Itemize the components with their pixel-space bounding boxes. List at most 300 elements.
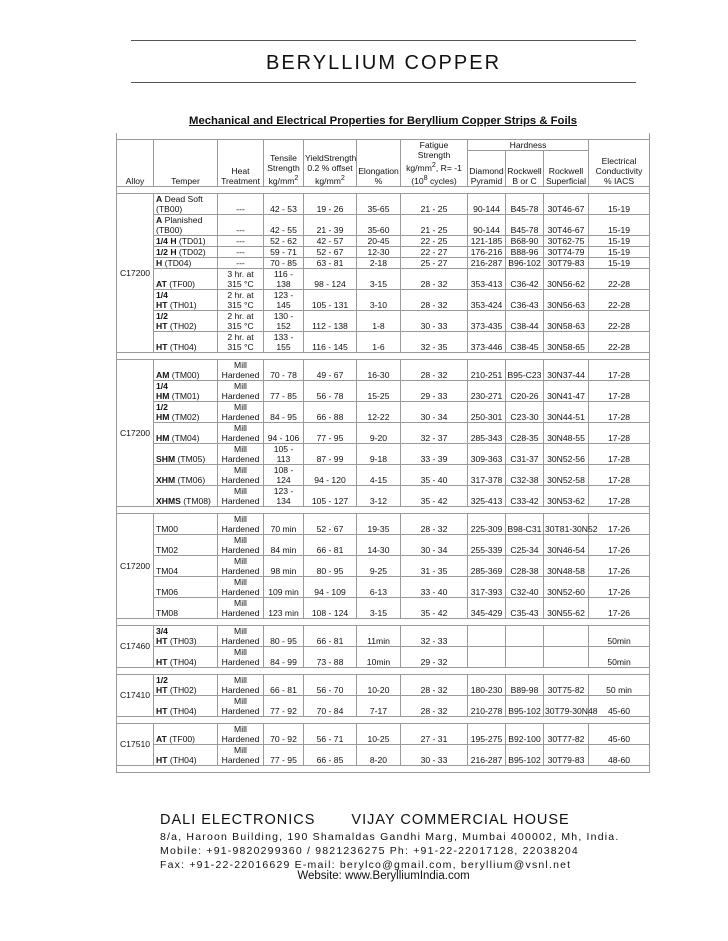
alloy-cell: C17200 xyxy=(117,193,154,352)
rockwell-cell: B68-90 xyxy=(506,235,544,246)
conductivity-cell: 17-28 xyxy=(589,443,650,464)
fatigue-cell: 28 - 32 xyxy=(401,268,468,289)
heat-treatment-cell: Mill Hardened xyxy=(218,674,264,695)
rockwell-cell: C38-44 xyxy=(506,310,544,331)
elongation-cell: 3-12 xyxy=(357,485,401,506)
company-house: VIJAY COMMERCIAL HOUSE xyxy=(351,812,570,828)
fatigue-cell: 32 - 37 xyxy=(401,422,468,443)
fatigue-cell: 32 - 35 xyxy=(401,331,468,352)
yield-cell: 80 - 95 xyxy=(304,555,357,576)
superficial-cell: 30T75-82 xyxy=(544,674,589,695)
yield-cell: 42 - 57 xyxy=(304,235,357,246)
heat-treatment-cell: Mill Hardened xyxy=(218,464,264,485)
rockwell-cell: C20-26 xyxy=(506,380,544,401)
elongation-cell: 11min xyxy=(357,625,401,646)
fatigue-cell: 35 - 42 xyxy=(401,485,468,506)
col-temper: Temper xyxy=(154,140,218,187)
table-row xyxy=(117,289,650,310)
diamond-pyramid-cell: 373-446 xyxy=(468,331,506,352)
rockwell-cell: B95-C23 xyxy=(506,359,544,380)
temper-cell: AT (TF00) xyxy=(154,268,218,289)
table-row xyxy=(117,625,650,646)
tensile-cell: 70 - 78 xyxy=(264,359,304,380)
conductivity-cell: 17-26 xyxy=(589,576,650,597)
rockwell-cell xyxy=(506,646,544,667)
table-row xyxy=(117,235,650,246)
fatigue-cell: 28 - 32 xyxy=(401,359,468,380)
superficial-cell: 30N58-63 xyxy=(544,310,589,331)
diamond-pyramid-cell: 317-393 xyxy=(468,576,506,597)
temper-cell: HM (TM04) xyxy=(154,422,218,443)
heat-treatment-cell: Mill Hardened xyxy=(218,422,264,443)
title-underline xyxy=(131,82,636,83)
temper-cell: SHM (TM05) xyxy=(154,443,218,464)
superficial-cell: 30N52-58 xyxy=(544,464,589,485)
group-spacer xyxy=(117,352,650,359)
fatigue-cell: 22 - 27 xyxy=(401,246,468,257)
yield-cell: 56 - 70 xyxy=(304,674,357,695)
temper-cell: H (TD04) xyxy=(154,257,218,268)
fatigue-cell: 30 - 34 xyxy=(401,534,468,555)
group-spacer xyxy=(117,186,650,193)
conductivity-cell: 22-28 xyxy=(589,331,650,352)
alloy-cell: C17200 xyxy=(117,513,154,618)
conductivity-cell: 17-26 xyxy=(589,597,650,618)
tensile-cell: 77 - 85 xyxy=(264,380,304,401)
diamond-pyramid-cell: 225-309 xyxy=(468,513,506,534)
diamond-pyramid-cell: 216-287 xyxy=(468,744,506,765)
fatigue-cell: 30 - 33 xyxy=(401,310,468,331)
table-row xyxy=(117,443,650,464)
temper-cell: TM08 xyxy=(154,597,218,618)
fatigue-cell: 21 - 25 xyxy=(401,214,468,235)
table-row xyxy=(117,513,650,534)
diamond-pyramid-cell: 210-251 xyxy=(468,359,506,380)
temper-cell: HT (TH04) xyxy=(154,744,218,765)
temper-cell: AM (TM00) xyxy=(154,359,218,380)
table-row xyxy=(117,331,650,352)
tensile-cell: 77 - 92 xyxy=(264,695,304,716)
table-row xyxy=(117,310,650,331)
yield-cell: 66 - 81 xyxy=(304,534,357,555)
elongation-cell: 20-45 xyxy=(357,235,401,246)
fatigue-cell: 29 - 33 xyxy=(401,380,468,401)
table-caption: Mechanical and Electrical Properties for Beryllium Copper Strips & Foils xyxy=(189,115,577,127)
diamond-pyramid-cell: 353-413 xyxy=(468,268,506,289)
elongation-cell: 7-17 xyxy=(357,695,401,716)
elongation-cell: 35-65 xyxy=(357,193,401,214)
rockwell-cell: C25-34 xyxy=(506,534,544,555)
elongation-cell: 2-18 xyxy=(357,257,401,268)
superficial-cell: 30T79-30N48 xyxy=(544,695,589,716)
diamond-pyramid-cell: 345-429 xyxy=(468,597,506,618)
elongation-cell: 15-25 xyxy=(357,380,401,401)
fatigue-cell: 35 - 42 xyxy=(401,597,468,618)
heat-treatment-cell: Mill Hardened xyxy=(218,695,264,716)
properties-table xyxy=(116,109,650,773)
yield-cell: 116 - 145 xyxy=(304,331,357,352)
yield-cell: 112 - 138 xyxy=(304,310,357,331)
footer-address: 8/a, Haroon Building, 190 Shamaldas Gandhi Marg, Mumbai 400002, Mh, India. xyxy=(160,831,620,843)
yield-cell: 63 - 81 xyxy=(304,257,357,268)
conductivity-cell: 17-26 xyxy=(589,534,650,555)
temper-cell: TM00 xyxy=(154,513,218,534)
rockwell-cell: C31-37 xyxy=(506,443,544,464)
tensile-cell: 116 - 138 xyxy=(264,268,304,289)
tensile-cell: 108 - 124 xyxy=(264,464,304,485)
fatigue-cell: 28 - 32 xyxy=(401,513,468,534)
temper-cell: HT (TH04) xyxy=(154,331,218,352)
table-row xyxy=(117,674,650,695)
elongation-cell: 10-25 xyxy=(357,723,401,744)
heat-treatment-cell: 3 hr. at 315 °C xyxy=(218,268,264,289)
superficial-cell: 30N48-58 xyxy=(544,555,589,576)
rockwell-cell: B45-78 xyxy=(506,214,544,235)
diamond-pyramid-cell: 353-424 xyxy=(468,289,506,310)
diamond-pyramid-cell: 90-144 xyxy=(468,214,506,235)
rockwell-cell: C36-43 xyxy=(506,289,544,310)
table-row xyxy=(117,464,650,485)
temper-cell: 1/2 HT (TH02) xyxy=(154,310,218,331)
tensile-cell: 98 min xyxy=(264,555,304,576)
table-row xyxy=(117,485,650,506)
table-row xyxy=(117,193,650,214)
rockwell-cell: C35-43 xyxy=(506,597,544,618)
group-spacer xyxy=(117,667,650,674)
fatigue-cell: 30 - 34 xyxy=(401,401,468,422)
table-row xyxy=(117,401,650,422)
yield-cell: 94 - 120 xyxy=(304,464,357,485)
rockwell-cell: C32-40 xyxy=(506,576,544,597)
superficial-cell: 30N52-56 xyxy=(544,443,589,464)
conductivity-cell: 17-28 xyxy=(589,422,650,443)
diamond-pyramid-cell xyxy=(468,646,506,667)
rockwell-cell: B96-102 xyxy=(506,257,544,268)
tensile-cell: 59 - 71 xyxy=(264,246,304,257)
heat-treatment-cell: Mill Hardened xyxy=(218,401,264,422)
rockwell-cell: C23-30 xyxy=(506,401,544,422)
tensile-cell: 133 - 155 xyxy=(264,331,304,352)
table-row xyxy=(117,214,650,235)
yield-cell: 66 - 81 xyxy=(304,625,357,646)
superficial-cell: 30N52-60 xyxy=(544,576,589,597)
fatigue-cell: 33 - 39 xyxy=(401,443,468,464)
table-row xyxy=(117,359,650,380)
diamond-pyramid-cell: 373-435 xyxy=(468,310,506,331)
elongation-cell: 3-10 xyxy=(357,289,401,310)
superficial-cell: 30T74-79 xyxy=(544,246,589,257)
elongation-cell: 3-15 xyxy=(357,268,401,289)
diamond-pyramid-cell: 285-343 xyxy=(468,422,506,443)
col-rockwell-superficial: Rockwell Superficial xyxy=(544,151,589,187)
heat-treatment-cell: Mill Hardened xyxy=(218,443,264,464)
table-row xyxy=(117,723,650,744)
tensile-cell: 123 - 145 xyxy=(264,289,304,310)
fatigue-cell: 25 - 27 xyxy=(401,257,468,268)
heat-treatment-cell: 2 hr. at 315 °C xyxy=(218,310,264,331)
elongation-cell: 9-20 xyxy=(357,422,401,443)
conductivity-cell: 50min xyxy=(589,625,650,646)
col-heat-treatment: Heat Treatment xyxy=(218,140,264,187)
conductivity-cell: 22-28 xyxy=(589,268,650,289)
conductivity-cell: 17-28 xyxy=(589,485,650,506)
conductivity-cell: 17-28 xyxy=(589,401,650,422)
heat-treatment-cell: Mill Hardened xyxy=(218,576,264,597)
fatigue-cell: 28 - 32 xyxy=(401,695,468,716)
footer-phones: Mobile: +91-9820299360 / 9821236275 Ph: +91-22-22017128, 22038204 xyxy=(160,845,579,857)
rockwell-cell: B98-C31 xyxy=(506,513,544,534)
table-row xyxy=(117,268,650,289)
heat-treatment-cell: 2 hr. at 315 °C xyxy=(218,331,264,352)
fatigue-cell: 28 - 32 xyxy=(401,289,468,310)
elongation-cell: 9-18 xyxy=(357,443,401,464)
table-row xyxy=(117,534,650,555)
conductivity-cell: 15-19 xyxy=(589,193,650,214)
diamond-pyramid-cell: 216-287 xyxy=(468,257,506,268)
yield-cell: 98 - 124 xyxy=(304,268,357,289)
tensile-cell: 52 - 62 xyxy=(264,235,304,246)
conductivity-cell: 45-60 xyxy=(589,695,650,716)
superficial-cell: 30N56-62 xyxy=(544,268,589,289)
table-row xyxy=(117,257,650,268)
heat-treatment-cell: Mill Hardened xyxy=(218,380,264,401)
superficial-cell: 30N53-62 xyxy=(544,485,589,506)
yield-cell: 94 - 109 xyxy=(304,576,357,597)
fatigue-cell: 31 - 35 xyxy=(401,555,468,576)
fatigue-cell: 29 - 32 xyxy=(401,646,468,667)
fatigue-cell: 32 - 33 xyxy=(401,625,468,646)
rockwell-cell: B45-78 xyxy=(506,193,544,214)
footer-website: Website: www.BerylliumIndia.com xyxy=(297,870,470,882)
col-elongation: Elongation % xyxy=(357,140,401,187)
yield-cell: 108 - 124 xyxy=(304,597,357,618)
diamond-pyramid-cell: 176-216 xyxy=(468,246,506,257)
tensile-cell: 80 - 95 xyxy=(264,625,304,646)
tensile-cell: 94 - 106 xyxy=(264,422,304,443)
alloy-cell: C17510 xyxy=(117,723,154,765)
yield-cell: 56 - 78 xyxy=(304,380,357,401)
conductivity-cell: 15-19 xyxy=(589,246,650,257)
elongation-cell: 9-25 xyxy=(357,555,401,576)
elongation-cell: 10min xyxy=(357,646,401,667)
rockwell-cell: C38-45 xyxy=(506,331,544,352)
conductivity-cell: 15-19 xyxy=(589,214,650,235)
elongation-cell: 12-30 xyxy=(357,246,401,257)
conductivity-cell: 50 min xyxy=(589,674,650,695)
table-row xyxy=(117,695,650,716)
rockwell-cell: B88-96 xyxy=(506,246,544,257)
yield-cell: 52 - 67 xyxy=(304,246,357,257)
heat-treatment-cell: Mill Hardened xyxy=(218,513,264,534)
diamond-pyramid-cell: 317-378 xyxy=(468,464,506,485)
alloy-cell: C17200 xyxy=(117,359,154,506)
diamond-pyramid-cell: 285-369 xyxy=(468,555,506,576)
col-conductivity: Electrical Conductivity % IACS xyxy=(589,140,650,187)
temper-cell: 3/4 HT (TH03) xyxy=(154,625,218,646)
heat-treatment-cell: --- xyxy=(218,246,264,257)
yield-cell: 66 - 88 xyxy=(304,401,357,422)
superficial-cell: 30N37-44 xyxy=(544,359,589,380)
tensile-cell: 130 - 152 xyxy=(264,310,304,331)
temper-cell: AT (TF00) xyxy=(154,723,218,744)
elongation-cell: 19-35 xyxy=(357,513,401,534)
rockwell-cell: B89-98 xyxy=(506,674,544,695)
tensile-cell: 123 - 134 xyxy=(264,485,304,506)
tensile-cell: 42 - 55 xyxy=(264,214,304,235)
diamond-pyramid-cell: 195-275 xyxy=(468,723,506,744)
yield-cell: 66 - 85 xyxy=(304,744,357,765)
yield-cell: 49 - 67 xyxy=(304,359,357,380)
col-fatigue-strength: Fatigue Strength $kg/mm^2$, R= -1 ($10^8$ cycles) xyxy=(401,140,468,187)
table-row xyxy=(117,246,650,257)
tensile-cell: 66 - 81 xyxy=(264,674,304,695)
elongation-cell: 1-8 xyxy=(357,310,401,331)
tensile-cell: 109 min xyxy=(264,576,304,597)
footer-companies xyxy=(160,812,570,828)
elongation-cell: 10-20 xyxy=(357,674,401,695)
elongation-cell: 14-30 xyxy=(357,534,401,555)
yield-cell: 21 - 39 xyxy=(304,214,357,235)
table-row xyxy=(117,422,650,443)
yield-cell: 77 - 95 xyxy=(304,422,357,443)
heat-treatment-cell: --- xyxy=(218,235,264,246)
group-spacer xyxy=(117,765,650,772)
conductivity-cell: 15-19 xyxy=(589,257,650,268)
heat-treatment-cell: Mill Hardened xyxy=(218,744,264,765)
temper-cell: 1/4 HT (TH01) xyxy=(154,289,218,310)
yield-cell: 52 - 67 xyxy=(304,513,357,534)
diamond-pyramid-cell: 121-185 xyxy=(468,235,506,246)
conductivity-cell: 17-28 xyxy=(589,359,650,380)
rockwell-cell: B95-102 xyxy=(506,744,544,765)
rockwell-cell: B95-102 xyxy=(506,695,544,716)
rockwell-cell: C28-38 xyxy=(506,555,544,576)
temper-cell: HT (TH04) xyxy=(154,646,218,667)
superficial-cell: 30N46-54 xyxy=(544,534,589,555)
diamond-pyramid-cell: 90-144 xyxy=(468,193,506,214)
col-hardness: Hardness xyxy=(468,140,589,151)
yield-cell: 87 - 99 xyxy=(304,443,357,464)
conductivity-cell: 22-28 xyxy=(589,310,650,331)
temper-cell: 1/4 H (TD01) xyxy=(154,235,218,246)
superficial-cell: 30T79-83 xyxy=(544,257,589,268)
fatigue-cell: 33 - 40 xyxy=(401,576,468,597)
heat-treatment-cell: 2 hr. at 315 °C xyxy=(218,289,264,310)
group-spacer xyxy=(117,716,650,723)
elongation-cell: 3-15 xyxy=(357,597,401,618)
conductivity-cell: 17-28 xyxy=(589,464,650,485)
conductivity-cell: 50min xyxy=(589,646,650,667)
heat-treatment-cell: Mill Hardened xyxy=(218,723,264,744)
tensile-cell: 105 - 113 xyxy=(264,443,304,464)
superficial-cell: 30N48-55 xyxy=(544,422,589,443)
rockwell-cell: C36-42 xyxy=(506,268,544,289)
col-rockwell: Rockwell B or C xyxy=(506,151,544,187)
diamond-pyramid-cell: 309-363 xyxy=(468,443,506,464)
superficial-cell: 30T77-82 xyxy=(544,723,589,744)
tensile-cell: 70 min xyxy=(264,513,304,534)
heat-treatment-cell: --- xyxy=(218,193,264,214)
heat-treatment-cell: Mill Hardened xyxy=(218,597,264,618)
superficial-cell xyxy=(544,625,589,646)
diamond-pyramid-cell: 230-271 xyxy=(468,380,506,401)
yield-cell: 105 - 131 xyxy=(304,289,357,310)
tensile-cell: 84 min xyxy=(264,534,304,555)
conductivity-cell: 17-26 xyxy=(589,513,650,534)
yield-cell: 19 - 26 xyxy=(304,193,357,214)
col-tensile-strength: Tensile Strength $kg/mm^2$ xyxy=(264,140,304,187)
superficial-cell: 30T79-83 xyxy=(544,744,589,765)
alloy-cell: C17460 xyxy=(117,625,154,667)
tensile-cell: 70 - 92 xyxy=(264,723,304,744)
conductivity-cell: 48-60 xyxy=(589,744,650,765)
heat-treatment-cell: --- xyxy=(218,257,264,268)
fatigue-cell: 30 - 33 xyxy=(401,744,468,765)
superficial-cell: 30T46-67 xyxy=(544,214,589,235)
table-row xyxy=(117,597,650,618)
temper-cell: TM06 xyxy=(154,576,218,597)
superficial-cell: 30T81-30N52 xyxy=(544,513,589,534)
temper-cell: XHMS (TM08) xyxy=(154,485,218,506)
tensile-cell: 123 min xyxy=(264,597,304,618)
rockwell-cell: C33-42 xyxy=(506,485,544,506)
footer-contact: Fax: +91-22-22016629 E-mail: berylco@gmail.com, beryllium@vsnl.net xyxy=(160,859,572,871)
temper-cell: HT (TH04) xyxy=(154,695,218,716)
tensile-cell: 84 - 95 xyxy=(264,401,304,422)
elongation-cell: 12-22 xyxy=(357,401,401,422)
page-title: BERYLLIUM COPPER xyxy=(265,52,502,74)
rockwell-cell: C28-35 xyxy=(506,422,544,443)
conductivity-cell: 22-28 xyxy=(589,289,650,310)
elongation-cell: 1-6 xyxy=(357,331,401,352)
elongation-cell: 35-60 xyxy=(357,214,401,235)
col-diamond-pyramid: Diamond Pyramid xyxy=(468,151,506,187)
elongation-cell: 6-13 xyxy=(357,576,401,597)
table-row xyxy=(117,744,650,765)
temper-cell: TM04 xyxy=(154,555,218,576)
superficial-cell: 30T62-75 xyxy=(544,235,589,246)
table-row xyxy=(117,646,650,667)
temper-cell: A Dead Soft (TB00) xyxy=(154,193,218,214)
col-yield-strength: YieldStrength 0.2 % offset $kg/mm^2$ xyxy=(304,140,357,187)
temper-cell: 1/2 HM (TM02) xyxy=(154,401,218,422)
fatigue-cell: 22 - 25 xyxy=(401,235,468,246)
group-spacer xyxy=(117,618,650,625)
superficial-cell xyxy=(544,646,589,667)
heat-treatment-cell: Mill Hardened xyxy=(218,359,264,380)
yield-cell: 105 - 127 xyxy=(304,485,357,506)
elongation-cell: 8-20 xyxy=(357,744,401,765)
temper-cell: TM02 xyxy=(154,534,218,555)
conductivity-cell: 15-19 xyxy=(589,235,650,246)
tensile-cell: 84 - 99 xyxy=(264,646,304,667)
top-rule xyxy=(131,40,636,41)
fatigue-cell: 21 - 25 xyxy=(401,193,468,214)
elongation-cell: 4-15 xyxy=(357,464,401,485)
table-row xyxy=(117,555,650,576)
heat-treatment-cell: Mill Hardened xyxy=(218,534,264,555)
header-row-1 xyxy=(117,140,650,151)
diamond-pyramid-cell: 255-339 xyxy=(468,534,506,555)
temper-cell: A Planished (TB00) xyxy=(154,214,218,235)
heat-treatment-cell: Mill Hardened xyxy=(218,485,264,506)
yield-cell: 73 - 88 xyxy=(304,646,357,667)
temper-cell: XHM (TM06) xyxy=(154,464,218,485)
heat-treatment-cell: Mill Hardened xyxy=(218,646,264,667)
table-row xyxy=(117,576,650,597)
tensile-cell: 42 - 53 xyxy=(264,193,304,214)
table-row xyxy=(117,380,650,401)
